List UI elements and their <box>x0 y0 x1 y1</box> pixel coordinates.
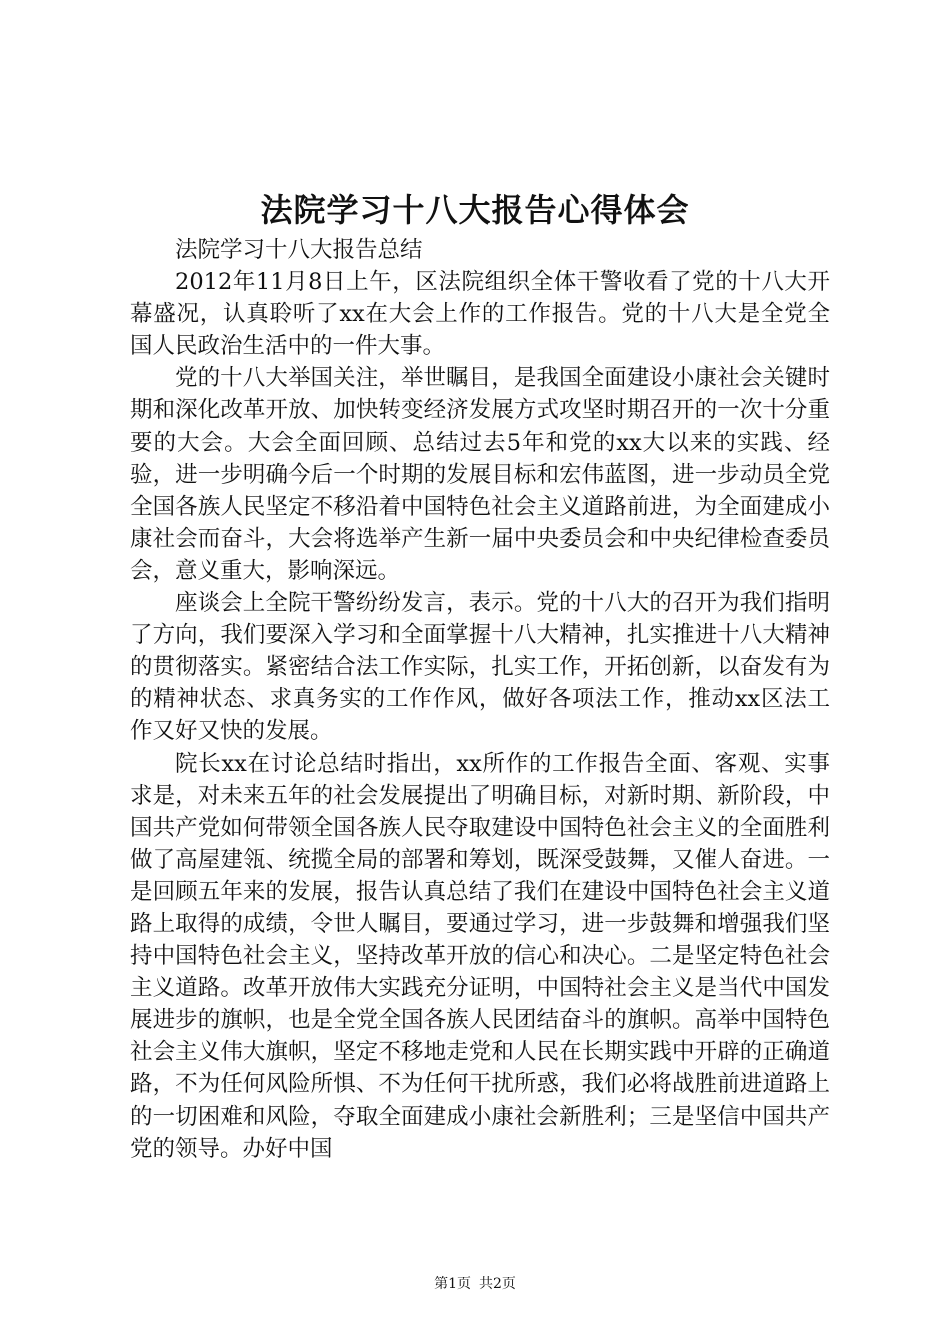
page-number: 第1页 <box>434 1276 471 1292</box>
paragraph: 院长xx在讨论总结时指出，xx所作的工作报告全面、客观、实事求是，对未来五年的社会发展提出了明确目标，对新时期、新阶段，中国共产党如何带领全国各族人民夺取建设中国特色社会主义的全面胜利做了高屋建瓴、统揽全局的部署和筹划，既深受鼓舞，又催人奋进。一是回顾五年来的发展，报告认真总结了我们在建设中国特色社会主义道路上取得的成绩，令世人瞩目，要通过学习，进一步鼓舞和增强我们坚持中国特色社会主义，坚持改革开放的信心和决心。二是坚定特色社会主义道路。改革开放伟大实践充分证明，中国特社会主义是当代中国发展进步的旗帜，也是全党全国各族人民团结奋斗的旗帜。高举中国特色社会主义伟大旗帜，坚定不移地走党和人民在长期实践中开辟的正确道路，不为任何风险所惧、不为任何干扰所惑，我们必将战胜前进道路上的一切困难和风险，夺取全面建成小康社会新胜利；三是坚信中国共产党的领导。办好中国 <box>130 750 830 1162</box>
page-total: 共2页 <box>479 1276 516 1292</box>
paragraph: 座谈会上全院干警纷纷发言，表示。党的十八大的召开为我们指明了方向，我们要深入学习和全面掌握十八大精神，扎实推进十八大精神的贯彻落实。紧密结合法工作实际，扎实工作，开拓创新，以奋发有为的精神状态、求真务实的工作作风，做好各项法工作，推动xx区法工作又好又快的发展。 <box>130 590 830 745</box>
paragraph-subtitle: 法院学习十八大报告总结 <box>175 237 423 263</box>
document-title: 法院学习十八大报告心得体会 <box>260 191 690 229</box>
paragraph: 党的十八大举国关注，举世瞩目，是我国全面建设小康社会关键时期和深化改革开放、加快转变经济发展方式攻坚时期召开的一次十分重要的大会。大会全面回顾、总结过去5年和党的xx大以来的实践、经验，进一步明确今后一个时期的发展目标和宏伟蓝图，进一步动员全党全国各族人民坚定不移沿着中国特色社会主义道路前进，为全面建成小康社会而奋斗，大会将选举产生新一届中央委员会和中央纪律检查委员会，意义重大，影响深远。 <box>130 365 830 584</box>
document-body <box>130 234 830 1165</box>
paragraph: 2012年11月8日上午，区法院组织全体干警收看了党的十八大开幕盛况，认真聆听了xx在大会上作的工作报告。党的十八大是全党全国人民政治生活中的一件大事。 <box>130 269 830 360</box>
page-footer <box>0 1274 950 1294</box>
